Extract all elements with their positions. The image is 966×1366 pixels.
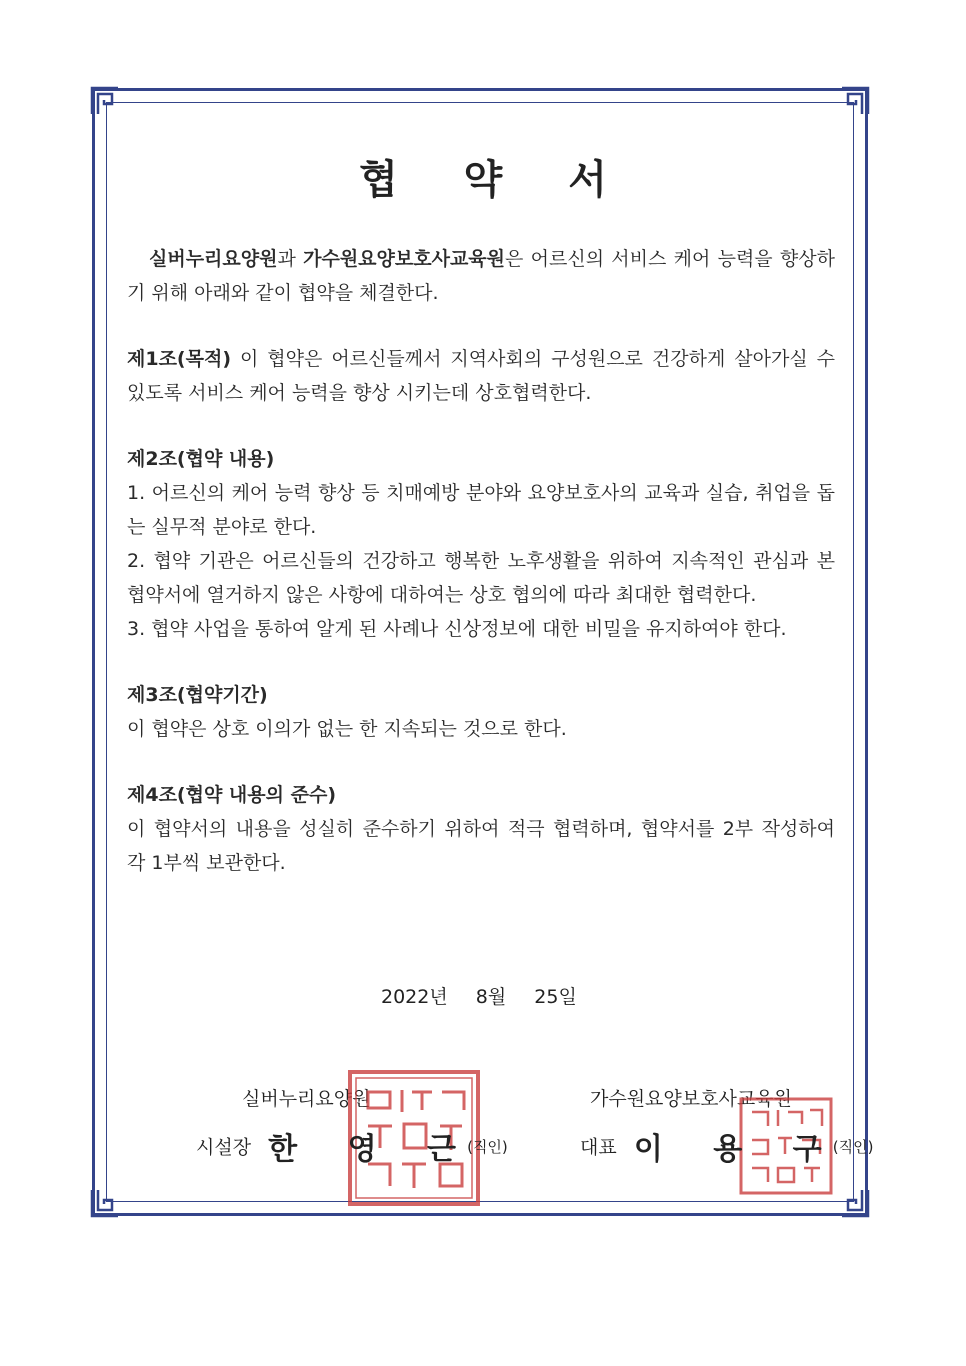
article-item: 3. 협약 사업을 통하여 알게 된 사례나 신상정보에 대한 비밀을 유지하여야 한다. bbox=[127, 618, 787, 640]
article-item: 1. 어르신의 케어 능력 향상 등 치매예방 분야와 요양보호사의 교육과 실습, 취업을 돕는 실무적 분야로 한다. bbox=[127, 482, 835, 538]
signatory-representative bbox=[580, 1124, 873, 1168]
article-text: 이 협약은 어르신들께서 지역사회의 구성원으로 건강하게 살아가실 수 있도록 서비스 케어 능력을 향상 시키는데 상호협력한다. bbox=[127, 348, 835, 404]
signing-date bbox=[381, 982, 599, 1009]
seal-note: (직인) bbox=[467, 1137, 508, 1156]
article-heading: 제2조(협약 내용) bbox=[127, 448, 275, 470]
party-b-name: 가수원요양보호사교육원 bbox=[303, 248, 506, 270]
intro-conjunction: 과 bbox=[277, 248, 304, 270]
representative-role: 대표 bbox=[580, 1136, 617, 1159]
representative-name: 한 영 근 bbox=[268, 1132, 476, 1167]
seal-note: (직인) bbox=[832, 1137, 874, 1156]
article-item: 이 협약은 상호 이의가 없는 한 지속되는 것으로 한다. bbox=[127, 718, 567, 740]
corner-ornament-icon bbox=[88, 1186, 122, 1220]
intro-text: 은 어르신의 서비스 케어 능력을 향상하기 위해 아래와 같이 협약을 체결한다. bbox=[127, 248, 835, 304]
article-heading: 제3조(협약기간) bbox=[127, 684, 268, 706]
article-item: 이 협약서의 내용을 성실히 준수하기 위하여 적극 협력하며, 협약서를 2부 작성하여 각 1부씩 보관한다. bbox=[127, 818, 835, 874]
signatory-representative bbox=[196, 1124, 508, 1168]
representative-name: 이 용 구 bbox=[633, 1132, 842, 1167]
date-year: 2022년 bbox=[381, 986, 448, 1008]
representative-role: 시설장 bbox=[196, 1136, 252, 1159]
document-body bbox=[127, 242, 835, 880]
party-a-name: 실버누리요양원 bbox=[149, 248, 278, 270]
document-title: 협 약 서 bbox=[359, 156, 633, 203]
corner-ornament-icon bbox=[838, 84, 872, 118]
signatory-org: 가수원요양보호사교육원 bbox=[590, 1088, 792, 1110]
article-item: 2. 협약 기관은 어르신들의 건강하고 행복한 노후생활을 위하여 지속적인 관심과 본 협약서에 열거하지 않은 사항에 대하여는 상호 협의에 따라 최대한 협력한다. bbox=[127, 550, 835, 606]
corner-ornament-icon bbox=[838, 1186, 872, 1220]
date-day: 25일 bbox=[534, 986, 577, 1008]
signatory-org: 실버누리요양원 bbox=[242, 1088, 371, 1110]
intro-paragraph bbox=[127, 242, 835, 310]
date-month: 8월 bbox=[475, 986, 507, 1008]
corner-ornament-icon bbox=[88, 84, 122, 118]
article-heading: 제1조(목적) bbox=[127, 348, 232, 370]
article-1 bbox=[127, 342, 835, 410]
article-heading: 제4조(협약 내용의 준수) bbox=[127, 784, 337, 806]
